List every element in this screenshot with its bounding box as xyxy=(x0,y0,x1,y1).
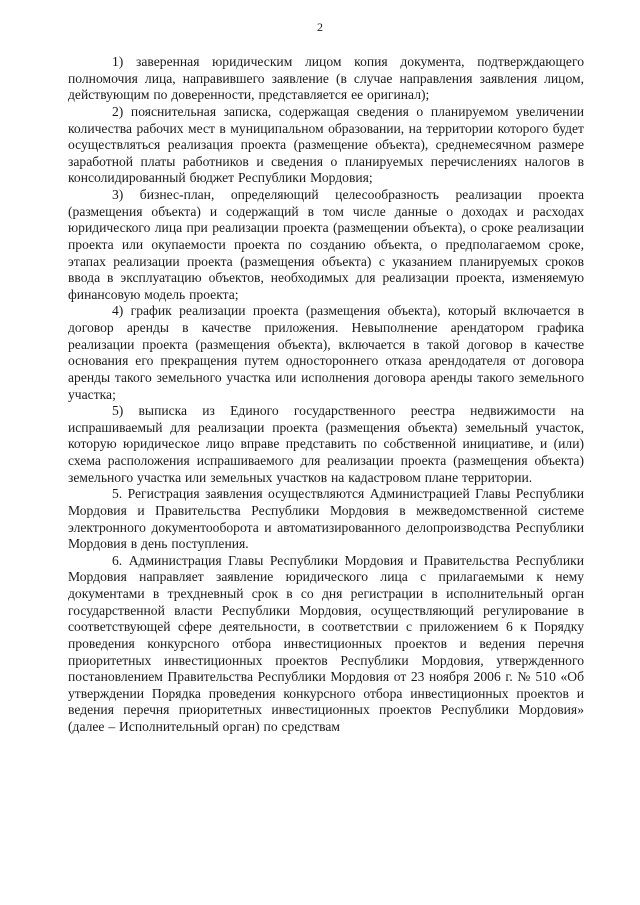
paragraph-section-5: 5. Регистрация заявления осуществляются Администрацией Главы Республики Мордовия и Правительства Республики Мордовия в межведомственной системе электронного документооборота и автоматизированного делопроизводства Республики Мордовия в день поступления. xyxy=(68,486,584,552)
paragraph-section-6: 6. Администрация Главы Республики Мордовия и Правительства Республики Мордовия направляет заявление юридического лица с прилагаемыми к нему документами в трехдневный срок в со дня регистрации в исполнительный орган государственной власти Республики Мордовия, осуществляющий регулирование в соответствующей сфере деятельности, в соответствии с приложением 6 к Порядку проведения конкурсного отбора инвестиционных проектов и ведения перечня приоритетных инвестиционных проектов Республики Мордовия, утвержденного постановлением Правительства Республики Мордовия от 23 ноября 2006 г. № 510 «Об утверждении Порядка проведения конкурсного отбора инвестиционных проектов и ведения перечня приоритетных инвестиционных проектов Республики Мордовия» (далее – Исполнительный орган) по средствам xyxy=(68,552,584,734)
page-number: 2 xyxy=(317,20,323,34)
paragraph-item-2: 2) пояснительная записка, содержащая сведения о планируемом увеличении количества рабочих мест в муниципальном образовании, на территории которого будет осуществляться реализация проекта (размещение объекта), среднемесячном размере заработной платы работников и сведения о планируемых перечислениях налогов в консолидированный бюджет Республики Мордовия; xyxy=(68,103,584,186)
paragraph-item-4: 4) график реализации проекта (размещения объекта), который включается в договор аренды в качестве приложения. Невыполнение арендатором графика реализации проекта (размещения объекта), включается в такой договор в качестве основания его прекращения путем одностороннего отказа арендодателя от договора аренды такого земельного участка или исполнения договора аренды такого земельного участка; xyxy=(68,303,584,402)
document-body xyxy=(68,54,584,736)
paragraph-item-3: 3) бизнес-план, определяющий целесообразность реализации проекта (размещения объекта) и содержащий в том числе данные о доходах и расходах юридического лица при реализации проекта (размещении объекта), о сроке реализации проекта или окупаемости проекта по созданию объекта, о предполагаемом сроке, этапах реализации проекта (размещения объекта) с указанием планируемых сроков ввода в эксплуатацию объектов, необходимых для реализации проекта, изменяемую финансовую модель проекта; xyxy=(68,187,584,302)
paragraph-item-5: 5) выписка из Единого государственного реестра недвижимости на испрашиваемый для реализации проекта (размещения объекта) земельный участок, которую юридическое лицо вправе представить по собственной инициативе, и (или) схема расположения испрашиваемого для реализации проекта (размещения объекта) земельного участка или земельных участков на кадастровом плане территории. xyxy=(68,403,584,485)
paragraph-item-1: 1) заверенная юридическим лицом копия документа, подтверждающего полномочия лица, направившего заявление (в случае направления заявления лицом, действующим по доверенности, представляется ее оригинал); xyxy=(68,54,584,103)
